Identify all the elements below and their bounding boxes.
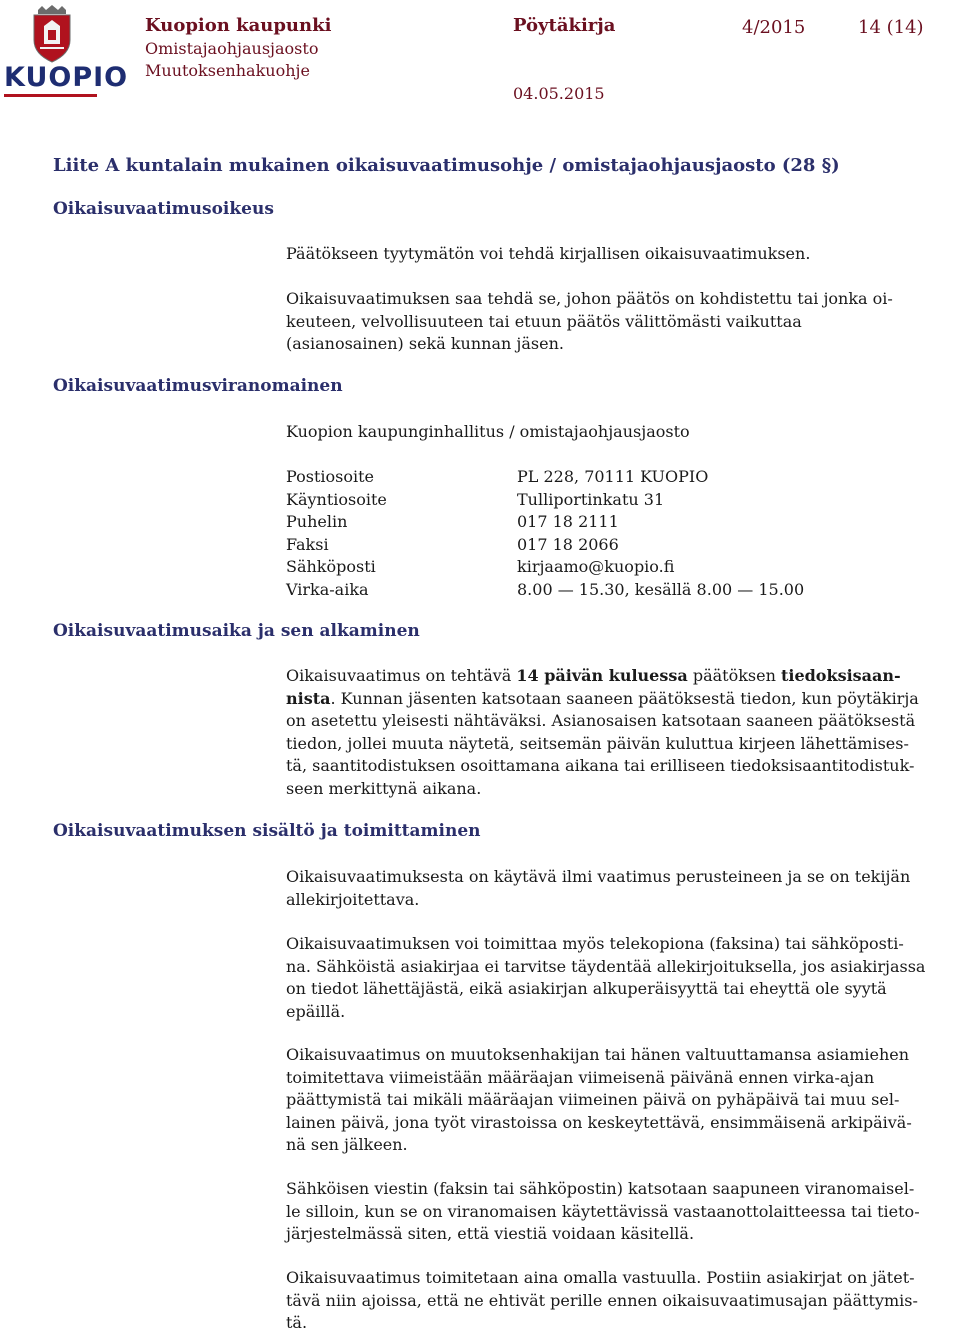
text-line: tä, saantitodistuksen osoittamana aikana tai erilliseen tiedoksisaantitodistuk- bbox=[286, 756, 915, 775]
text-line: (asianosainen) sekä kunnan jäsen. bbox=[286, 334, 564, 353]
contact-label: Sähköposti bbox=[286, 557, 376, 576]
contact-value: Tulliportinkatu 31 bbox=[517, 489, 665, 509]
committee-name: Omistajaohjausjaosto bbox=[145, 39, 319, 58]
paragraph-dissatisfied: Päätökseen tyytymätön voi tehdä kirjallisen oikaisuvaatimuksen. bbox=[286, 244, 811, 263]
text-line: järjestelmässä siten, että viestiä voidaan käsitellä. bbox=[286, 1224, 695, 1243]
contact-value: 017 18 2066 bbox=[517, 534, 619, 554]
paragraph-who-can-appeal bbox=[286, 288, 893, 356]
contact-label: Postiosoite bbox=[286, 467, 374, 486]
contact-label: Puhelin bbox=[286, 512, 348, 531]
emphasis-14-days: 14 päivän kuluessa bbox=[516, 666, 688, 685]
text-line: on asetettu yleisesti nähtäväksi. Asianosaisen katsotaan saaneen päätöksestä bbox=[286, 711, 916, 730]
text-line: Oikaisuvaatimuksen voi toimittaa myös telekopiona (faksina) tai sähköposti- bbox=[286, 934, 904, 953]
text-line: Oikaisuvaatimuksesta on käytävä ilmi vaatimus perusteineen ja se on tekijän bbox=[286, 867, 911, 886]
text-line: nä sen jälkeen. bbox=[286, 1135, 408, 1154]
text-line: seen merkittynä aikana. bbox=[286, 778, 482, 798]
text-line: on tiedot lähettäjästä, eikä asiakirjan alkuperäisyyttä tai eheyttä ole syytä bbox=[286, 979, 887, 998]
text-line bbox=[286, 688, 919, 711]
section-heading-right-to-appeal: Oikaisuvaatimusoikeus bbox=[53, 199, 274, 219]
page-number: 14 (14) bbox=[858, 17, 924, 38]
text-line bbox=[286, 665, 919, 688]
page-title: Liite A kuntalain mukainen oikaisuvaatimusohje / omistajaohjausjaosto (28 §) bbox=[53, 155, 840, 176]
text-line: Oikaisuvaatimus toimitetaan aina omalla vastuulla. Postiin asiakirjat on jätet- bbox=[286, 1268, 915, 1287]
section-heading-time-limit: Oikaisuvaatimusaika ja sen alkaminen bbox=[53, 621, 420, 641]
contact-label: Faksi bbox=[286, 534, 329, 554]
text-line: toimitettava viimeistään määräajan viimeisenä päivänä ennen virka-ajan bbox=[286, 1067, 875, 1087]
text-line: na. Sähköistä asiakirjaa ei tarvitse täydentää allekirjoituksella, jos asiakirjassa bbox=[286, 956, 926, 976]
text-line: tiedon, jollei muuta näytetä, seitsemän päivän kuluttua kirjeen lähettämises- bbox=[286, 733, 909, 753]
paragraph-time-limit bbox=[286, 665, 919, 800]
text-line: tävä niin ajoissa, että ne ehtivät perille ennen oikaisuvaatimusajan päättymis- bbox=[286, 1290, 918, 1310]
text-line: keuteen, velvollisuuteen tai etuun päätös välittömästi vaikuttaa bbox=[286, 311, 802, 331]
text-line: päättymistä tai mikäli määräajan viimeinen päivä on pyhäpäivä tai muu sel- bbox=[286, 1090, 900, 1109]
authority-name: Kuopion kaupunginhallitus / omistajaohjausjaosto bbox=[286, 422, 690, 441]
emphasis-notification: tiedoksisaan- bbox=[780, 666, 901, 685]
paragraph-electronic-arrival bbox=[286, 1178, 920, 1246]
text-line: allekirjoitettava. bbox=[286, 889, 420, 909]
document-number: 4/2015 bbox=[742, 17, 806, 38]
text-line: le silloin, kun se on viranomaisen käytettävissä vastaanottolaitteessa tai tieto- bbox=[286, 1201, 920, 1221]
kuopio-logo bbox=[4, 4, 129, 96]
organization-name: Kuopion kaupunki bbox=[145, 15, 332, 36]
paragraph-content bbox=[286, 866, 910, 911]
text-line: lainen päivä, jona työt virastoissa on keskeytettävä, ensimmäisenä arkipäivä- bbox=[286, 1112, 912, 1132]
logo-wordmark: KUOPIO bbox=[4, 62, 129, 93]
text-run: . Kunnan jäsenten katsotaan saaneen päätöksestä tiedon, kun pöytäkirja bbox=[330, 688, 919, 708]
contact-label: Virka-aika bbox=[286, 579, 369, 599]
contact-value: 017 18 2111 bbox=[517, 512, 619, 531]
text-line: Oikaisuvaatimus on muutoksenhakijan tai hänen valtuuttamansa asiamiehen bbox=[286, 1045, 910, 1064]
paragraph-deadline bbox=[286, 1044, 912, 1157]
text-run: Oikaisuvaatimus on tehtävä bbox=[286, 666, 517, 685]
text-run: päätöksen bbox=[687, 666, 781, 685]
section-heading-content-delivery: Oikaisuvaatimuksen sisältö ja toimittaminen bbox=[53, 821, 481, 841]
text-line: Sähköisen viestin (faksin tai sähköpostin) katsotaan saapuneen viranomaisel- bbox=[286, 1179, 915, 1198]
document-name: Muutoksenhakuohje bbox=[145, 61, 310, 80]
paragraph-own-responsibility bbox=[286, 1267, 918, 1335]
contact-value: PL 228, 70111 KUOPIO bbox=[517, 467, 709, 486]
coat-of-arms-icon bbox=[4, 4, 100, 66]
text-line: epäillä. bbox=[286, 1001, 346, 1021]
paragraph-electronic-delivery bbox=[286, 933, 925, 1023]
meeting-date: 04.05.2015 bbox=[513, 84, 605, 103]
text-line: tä. bbox=[286, 1313, 308, 1332]
logo-underline bbox=[4, 94, 97, 97]
section-heading-authority: Oikaisuvaatimusviranomainen bbox=[53, 376, 343, 396]
emphasis-notification-end: nista bbox=[286, 688, 331, 708]
email-link[interactable]: kirjaamo@kuopio.fi bbox=[517, 557, 675, 576]
document-type: Pöytäkirja bbox=[513, 15, 616, 36]
contact-value: 8.00 — 15.30, kesällä 8.00 — 15.00 bbox=[517, 579, 805, 599]
text-line: Oikaisuvaatimuksen saa tehdä se, johon päätös on kohdistettu tai jonka oi- bbox=[286, 289, 893, 308]
contact-label: Käyntiosoite bbox=[286, 489, 387, 509]
